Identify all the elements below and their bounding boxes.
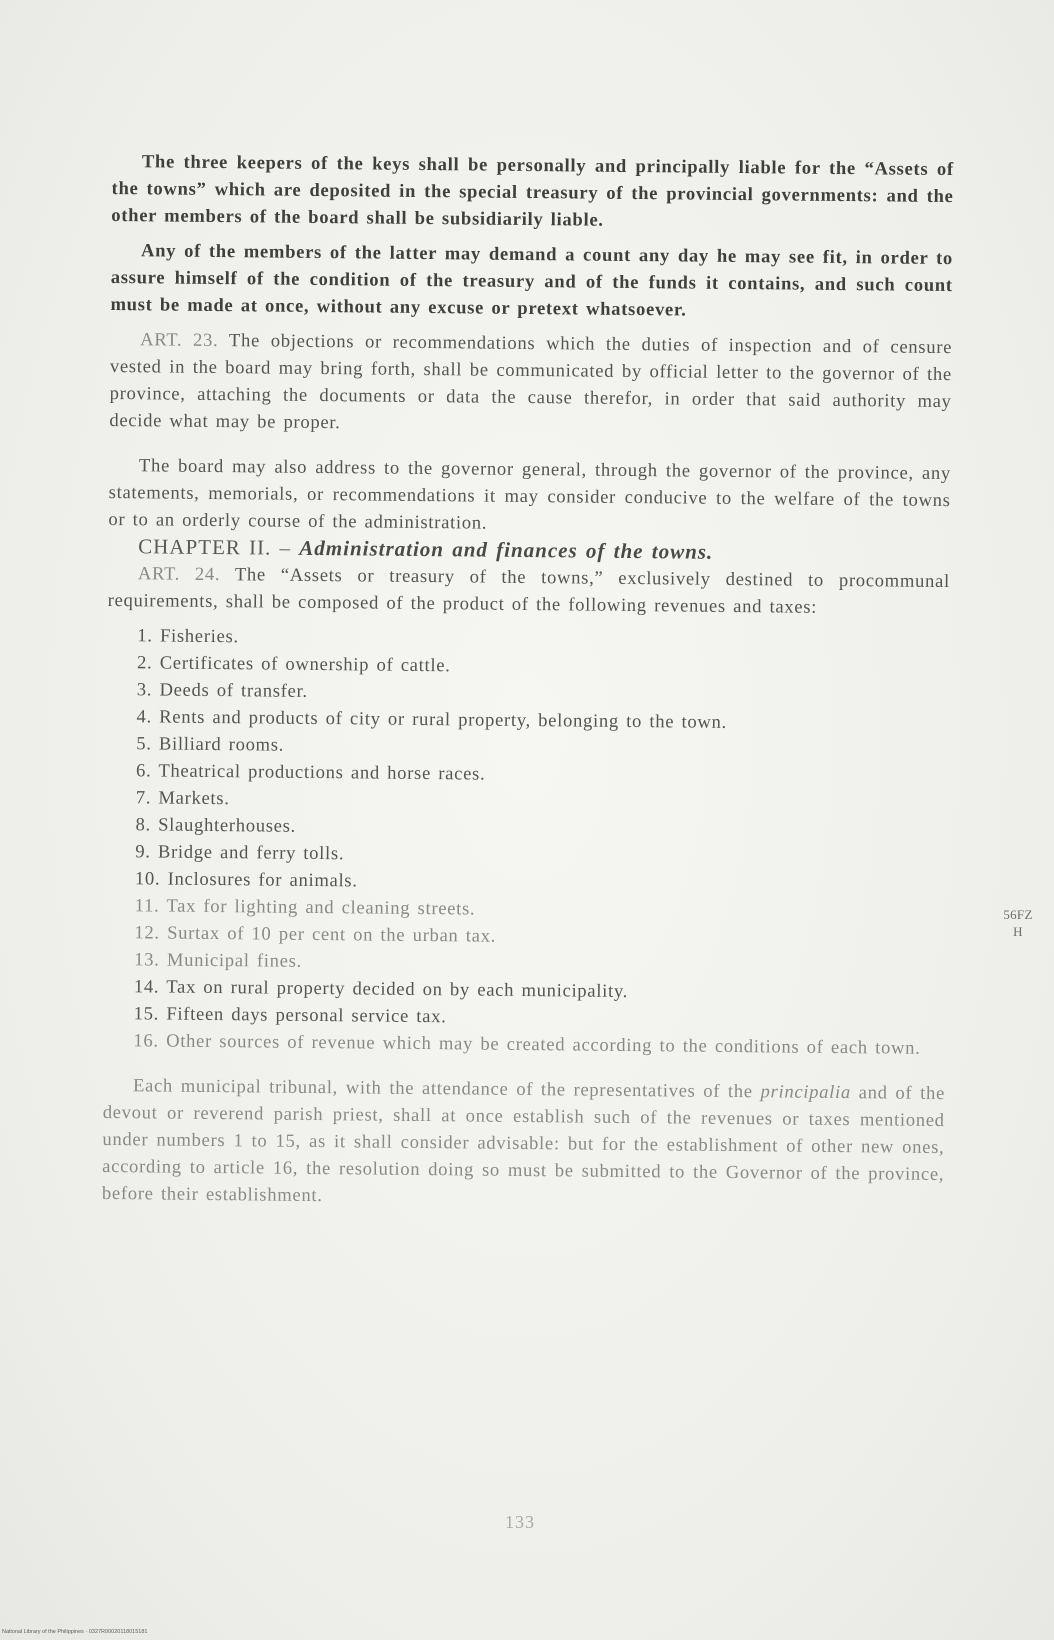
- footer-credit: National Library of the Philippines · 0327R00020118015181: [2, 1629, 148, 1635]
- article-24-label: ART. 24.: [137, 563, 221, 586]
- article-23: [109, 326, 952, 442]
- paragraph-municipal-tribunal-b: and of the devout or reverend parish priest, shall at once establish such of the revenues or taxes mentioned under numbers 1 to 15, as it shall consider advisable: but for the establishment of other new ones, according to article 16, the resolution doing so must be submitted to the Governor of the province, before their establishment.: [101, 1082, 946, 1207]
- list-item: 3. Deeds of transfer.: [136, 679, 308, 702]
- paragraph-municipal-tribunal-a: Each municipal tribunal, with the attendance of the representatives of the: [132, 1075, 753, 1103]
- chapter-label: CHAPTER II. –: [138, 534, 292, 560]
- revenue-list: [103, 622, 949, 1062]
- article-24: [108, 560, 950, 622]
- list-item: 14. Tax on rural property decided on by each municipality.: [133, 976, 629, 1002]
- paragraph-count-demand: Any of the members of the latter may demand a count any day he may see fit, in order to assure himself of the condition of the treasury and of the funds it contains, and such count must be made at once, without any excuse or pretext whatsoever.: [110, 240, 954, 321]
- list-item: 4. Rents and products of city or rural property, belonging to the town.: [136, 706, 728, 733]
- list-item: 2. Certificates of ownership of cattle.: [136, 652, 451, 677]
- margin-note-line-2: H: [1013, 924, 1023, 939]
- body-text: [102, 148, 954, 1215]
- list-item: 15. Fifteen days personal service tax.: [133, 1003, 447, 1028]
- list-item: 9. Bridge and ferry tolls.: [135, 841, 345, 865]
- list-item: 6. Theatrical productions and horse races.: [135, 760, 486, 785]
- principalia-term: principalia: [760, 1081, 852, 1104]
- list-item: 16. Other sources of revenue which may be created according to the conditions of each town.: [133, 1030, 921, 1059]
- list-item: 12. Surtax of 10 per cent on the urban tax.: [134, 922, 497, 947]
- paragraph-municipal-tribunal: [102, 1072, 945, 1215]
- list-item: 7. Markets.: [135, 787, 230, 810]
- paragraph-keepers-liability: The three keepers of the keys shall be personally and principally liable for the “Assets of the towns” which are deposited in the special treasury of the provincial governments: and the other members of the board shall be subsidiarily liable.: [111, 151, 954, 231]
- page-number: 133: [505, 1512, 535, 1532]
- chapter-title: Administration and finances of the towns.: [299, 535, 714, 564]
- article-23-label: ART. 23.: [140, 329, 219, 352]
- paragraph-board-address: The board may also address to the governor general, through the governor of the province, any statements, memorials, or recommendations it may consider conducive to the welfare of the towns or to an orderly course of the administration.: [108, 455, 952, 534]
- list-item: 13. Municipal fines.: [134, 949, 303, 972]
- article-23-text: The objections or recommendations which the duties of inspection and of censure vested in the board may bring forth, shall be communicated by official letter to the governor of the province, attaching the documents or data the cause therefor, in order that said authority may decide what may be proper.: [109, 330, 953, 434]
- list-item: 5. Billiard rooms.: [136, 733, 285, 756]
- margin-note: [996, 906, 1040, 940]
- list-item: 1. Fisheries.: [137, 625, 239, 648]
- list-item: 11. Tax for lighting and cleaning streets.: [134, 895, 476, 920]
- article-24-text: The “Assets or treasury of the towns,” exclusively destined to procommunal requirements, shall be composed of the product of the following revenues and taxes:: [107, 564, 950, 618]
- list-item: 10. Inclosures for animals.: [134, 868, 358, 892]
- list-item: 8. Slaughterhouses.: [135, 814, 297, 837]
- margin-note-line-1: 56FZ: [1003, 907, 1033, 922]
